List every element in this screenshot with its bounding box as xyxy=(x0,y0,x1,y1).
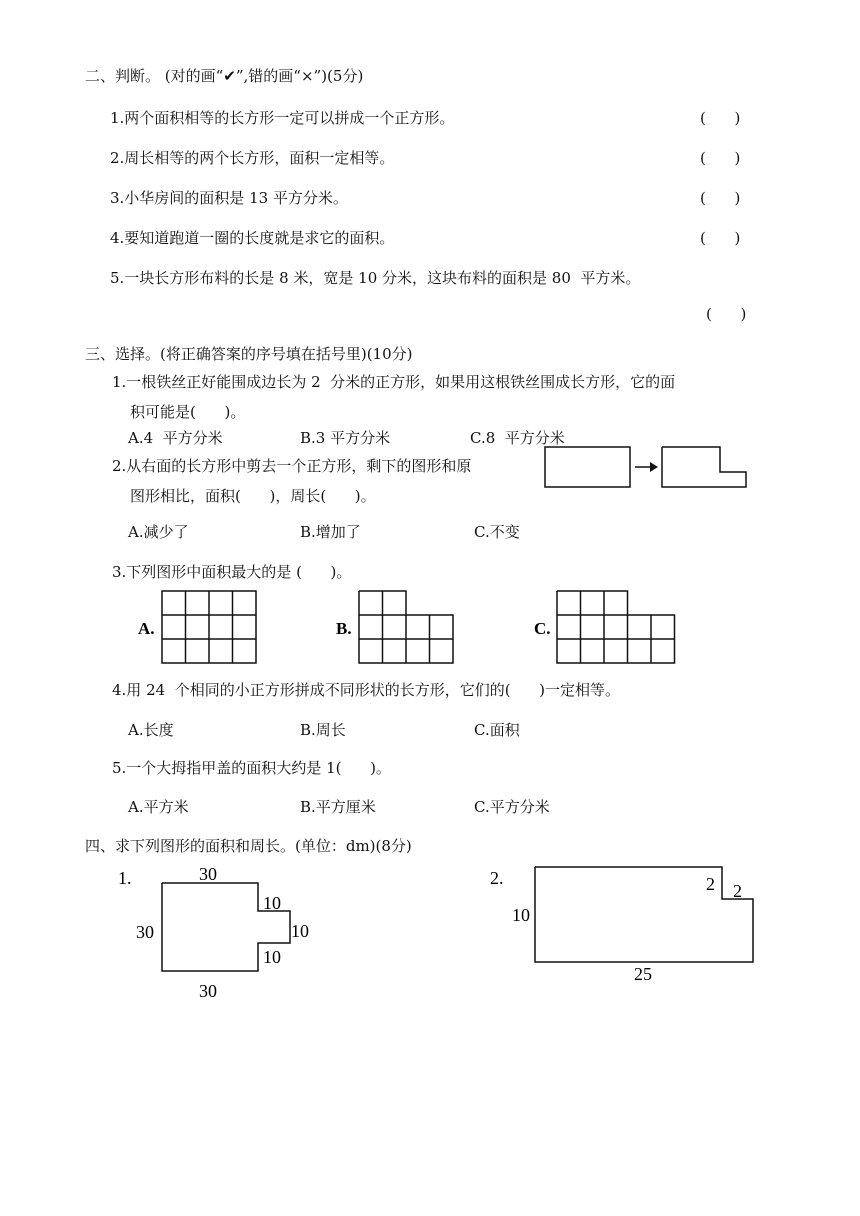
q5-option-a[interactable]: A.平方米 xyxy=(128,798,189,816)
q1-option-c[interactable]: C.8 平方分米 xyxy=(470,429,565,447)
figure-2-step-horizontal-label: 2 xyxy=(733,881,742,901)
grid-shape-b xyxy=(359,591,453,663)
judge-item-5: 5.一块长方形布料的长是 8 米，宽是 10 分米，这块布料的面积是 80 平方米。 xyxy=(110,269,641,287)
section-3-heading: 三、选择。(将正确答案的序号填在括号里)(10分) xyxy=(85,345,413,363)
judge-item-3: 3.小华房间的面积是 13 平方分米。 xyxy=(110,189,348,207)
grid-label-b: B. xyxy=(336,619,352,638)
q4-option-c[interactable]: C.面积 xyxy=(474,721,520,739)
answer-paren-1[interactable]: ( ) xyxy=(700,109,741,127)
figure-1-top-label: 30 xyxy=(199,864,217,884)
q4-option-a[interactable]: A.长度 xyxy=(128,721,174,739)
choice-q2-line1: 2.从右面的长方形中剪去一个正方形，剩下的图形和原 xyxy=(112,457,472,475)
choice-q2-line2: 图形相比，面积( )，周长( )。 xyxy=(130,487,376,505)
choice-q3: 3.下列图形中面积最大的是 ( )。 xyxy=(112,563,352,581)
figure-1-notch-bottom-label: 10 xyxy=(263,947,281,967)
q2-option-b[interactable]: B.增加了 xyxy=(300,523,361,541)
q5-option-c[interactable]: C.平方分米 xyxy=(474,798,550,816)
figure-1-bottom-label: 30 xyxy=(199,981,217,1001)
choice-q4: 4.用 24 个相同的小正方形拼成不同形状的长方形，它们的( )一定相等。 xyxy=(112,681,621,699)
judge-item-4: 4.要知道跑道一圈的长度就是求它的面积。 xyxy=(110,229,395,247)
q1-option-b[interactable]: B.3 平方分米 xyxy=(300,429,391,447)
q2-option-c[interactable]: C.不变 xyxy=(474,523,520,541)
grid-label-c: C. xyxy=(534,619,551,638)
section-2-heading: 二、判断。 (对的画“✔”,错的画“×”)(5分) xyxy=(85,67,364,85)
answer-paren-2[interactable]: ( ) xyxy=(700,149,741,167)
arrow-head-icon xyxy=(650,462,658,472)
grid-shape-a xyxy=(162,591,256,663)
original-rectangle xyxy=(545,447,630,487)
cut-rectangle-figure xyxy=(540,444,752,492)
q2-option-a[interactable]: A.减少了 xyxy=(128,523,189,541)
choice-q5: 5.一个大拇指甲盖的面积大约是 1( )。 xyxy=(112,759,391,777)
figure-2-bottom-label: 25 xyxy=(634,964,652,984)
grid-label-a: A. xyxy=(138,619,155,638)
figure-2-outline xyxy=(535,867,753,962)
choice-q1-line1: 1.一根铁丝正好能围成边长为 2 分米的正方形，如果用这根铁丝围成长方形，它的面 xyxy=(112,373,676,391)
judge-item-1: 1.两个面积相等的长方形一定可以拼成一个正方形。 xyxy=(110,109,455,127)
figure-2-stepped-rectangle xyxy=(484,860,774,985)
answer-paren-3[interactable]: ( ) xyxy=(700,189,741,207)
answer-paren-4[interactable]: ( ) xyxy=(700,229,741,247)
section-4-heading: 四、求下列图形的面积和周长。(单位：dm)(8分) xyxy=(85,837,412,855)
figure-2-left-label: 10 xyxy=(512,905,530,925)
answer-paren-5[interactable]: ( ) xyxy=(706,305,747,323)
figure-2-label: 2. xyxy=(490,868,504,888)
figure-2-step-vertical-label: 2 xyxy=(706,874,715,894)
figure-1-notch-right-label: 10 xyxy=(291,921,309,941)
judge-item-2: 2.周长相等的两个长方形，面积一定相等。 xyxy=(110,149,395,167)
grid-shape-c xyxy=(557,591,675,663)
figure-1-notch-top-label: 10 xyxy=(263,893,281,913)
figure-1-label: 1. xyxy=(118,868,132,888)
grid-figures xyxy=(130,586,690,666)
q5-option-b[interactable]: B.平方厘米 xyxy=(300,798,376,816)
q1-option-a[interactable]: A.4 平方分米 xyxy=(128,429,223,447)
choice-q1-line2: 积可能是( )。 xyxy=(130,403,246,421)
figure-1-cross-shape xyxy=(110,860,330,1005)
q4-option-b[interactable]: B.周长 xyxy=(300,721,346,739)
remaining-shape xyxy=(662,447,746,487)
figure-1-left-label: 30 xyxy=(136,922,154,942)
